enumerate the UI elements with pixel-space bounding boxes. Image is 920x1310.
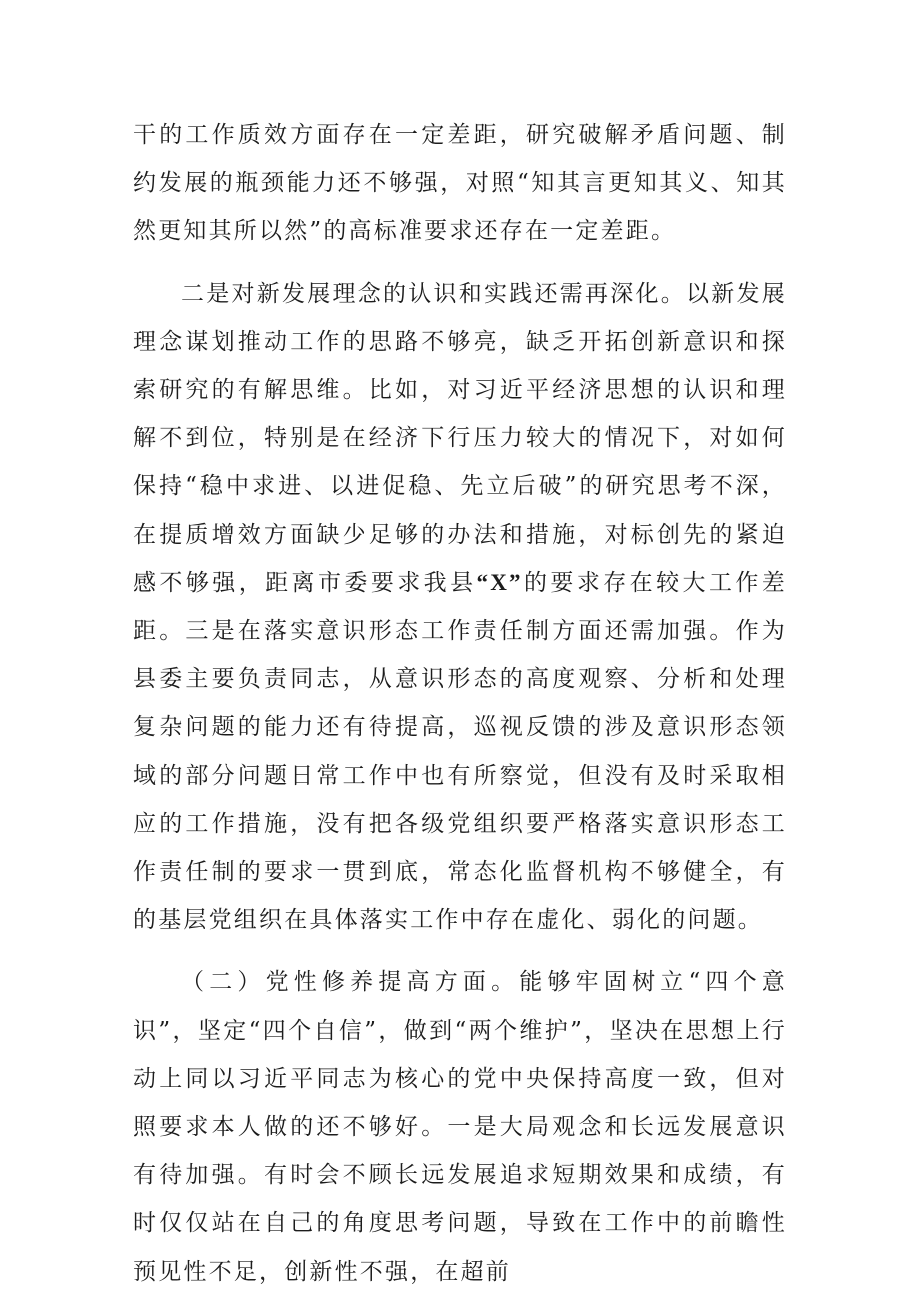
paragraph-text-after-x: 的要求存在较大工作差距。三是在落实意识形态工作责任制方面还需加强。作为县委主要负责同志，从意识形态的高度观察、分析和处理复杂问题的能力还有待提高，巡视反馈的涉及意识形态领域的部分问题日常工作中也有所察觉，但没有及时采取相应的工作措施，没有把各级党组织要严格落实意识形态工作责任制的要求一贯到底，常态化监督机构不够健全，有的基层党组织在具体落实工作中存在虚化、弱化的问题。 [133, 569, 787, 934]
x-placeholder-mark: “X” [476, 569, 523, 595]
paragraph-continuation: 干的工作质效方面存在一定差距，研究破解矛盾问题、制约发展的瓶颈能力还不够强，对照“知其言更知其义、知其然更知其所以然”的高标准要求还存在一定差距。 [133, 122, 787, 245]
paragraph-party-spirit-cultivation: （二）党性修养提高方面。能够牢固树立“四个意识”，坚定“四个自信”，做到“两个维护”，坚决在思想上行动上同以习近平同志为核心的党中央保持高度一致，但对照要求本人做的还不够好。一是大局观念和长远发展意识有待加强。有时会不顾长远发展追求短期效果和成绩，有时仅仅站在自己的角度思考问题，导致在工作中的前瞻性预见性不足，创新性不强，在超前 [133, 969, 787, 1285]
document-body [133, 111, 787, 1310]
paragraph-text-before-x: 二是对新发展理念的认识和实践还需再深化。以新发展理念谋划推动工作的思路不够亮，缺乏开拓创新意识和探索研究的有解思维。比如，对习近平经济思想的认识和理解不到位，特别是在经济下行压力较大的情况下，对如何保持“稳中求进、以进促稳、先立后破”的研究思考不深，在提质增效方面缺少足够的办法和措施，对标创先的紧迫感不够强，距离市委要求我县 [133, 280, 787, 596]
paragraph-new-development-concept [133, 270, 787, 945]
